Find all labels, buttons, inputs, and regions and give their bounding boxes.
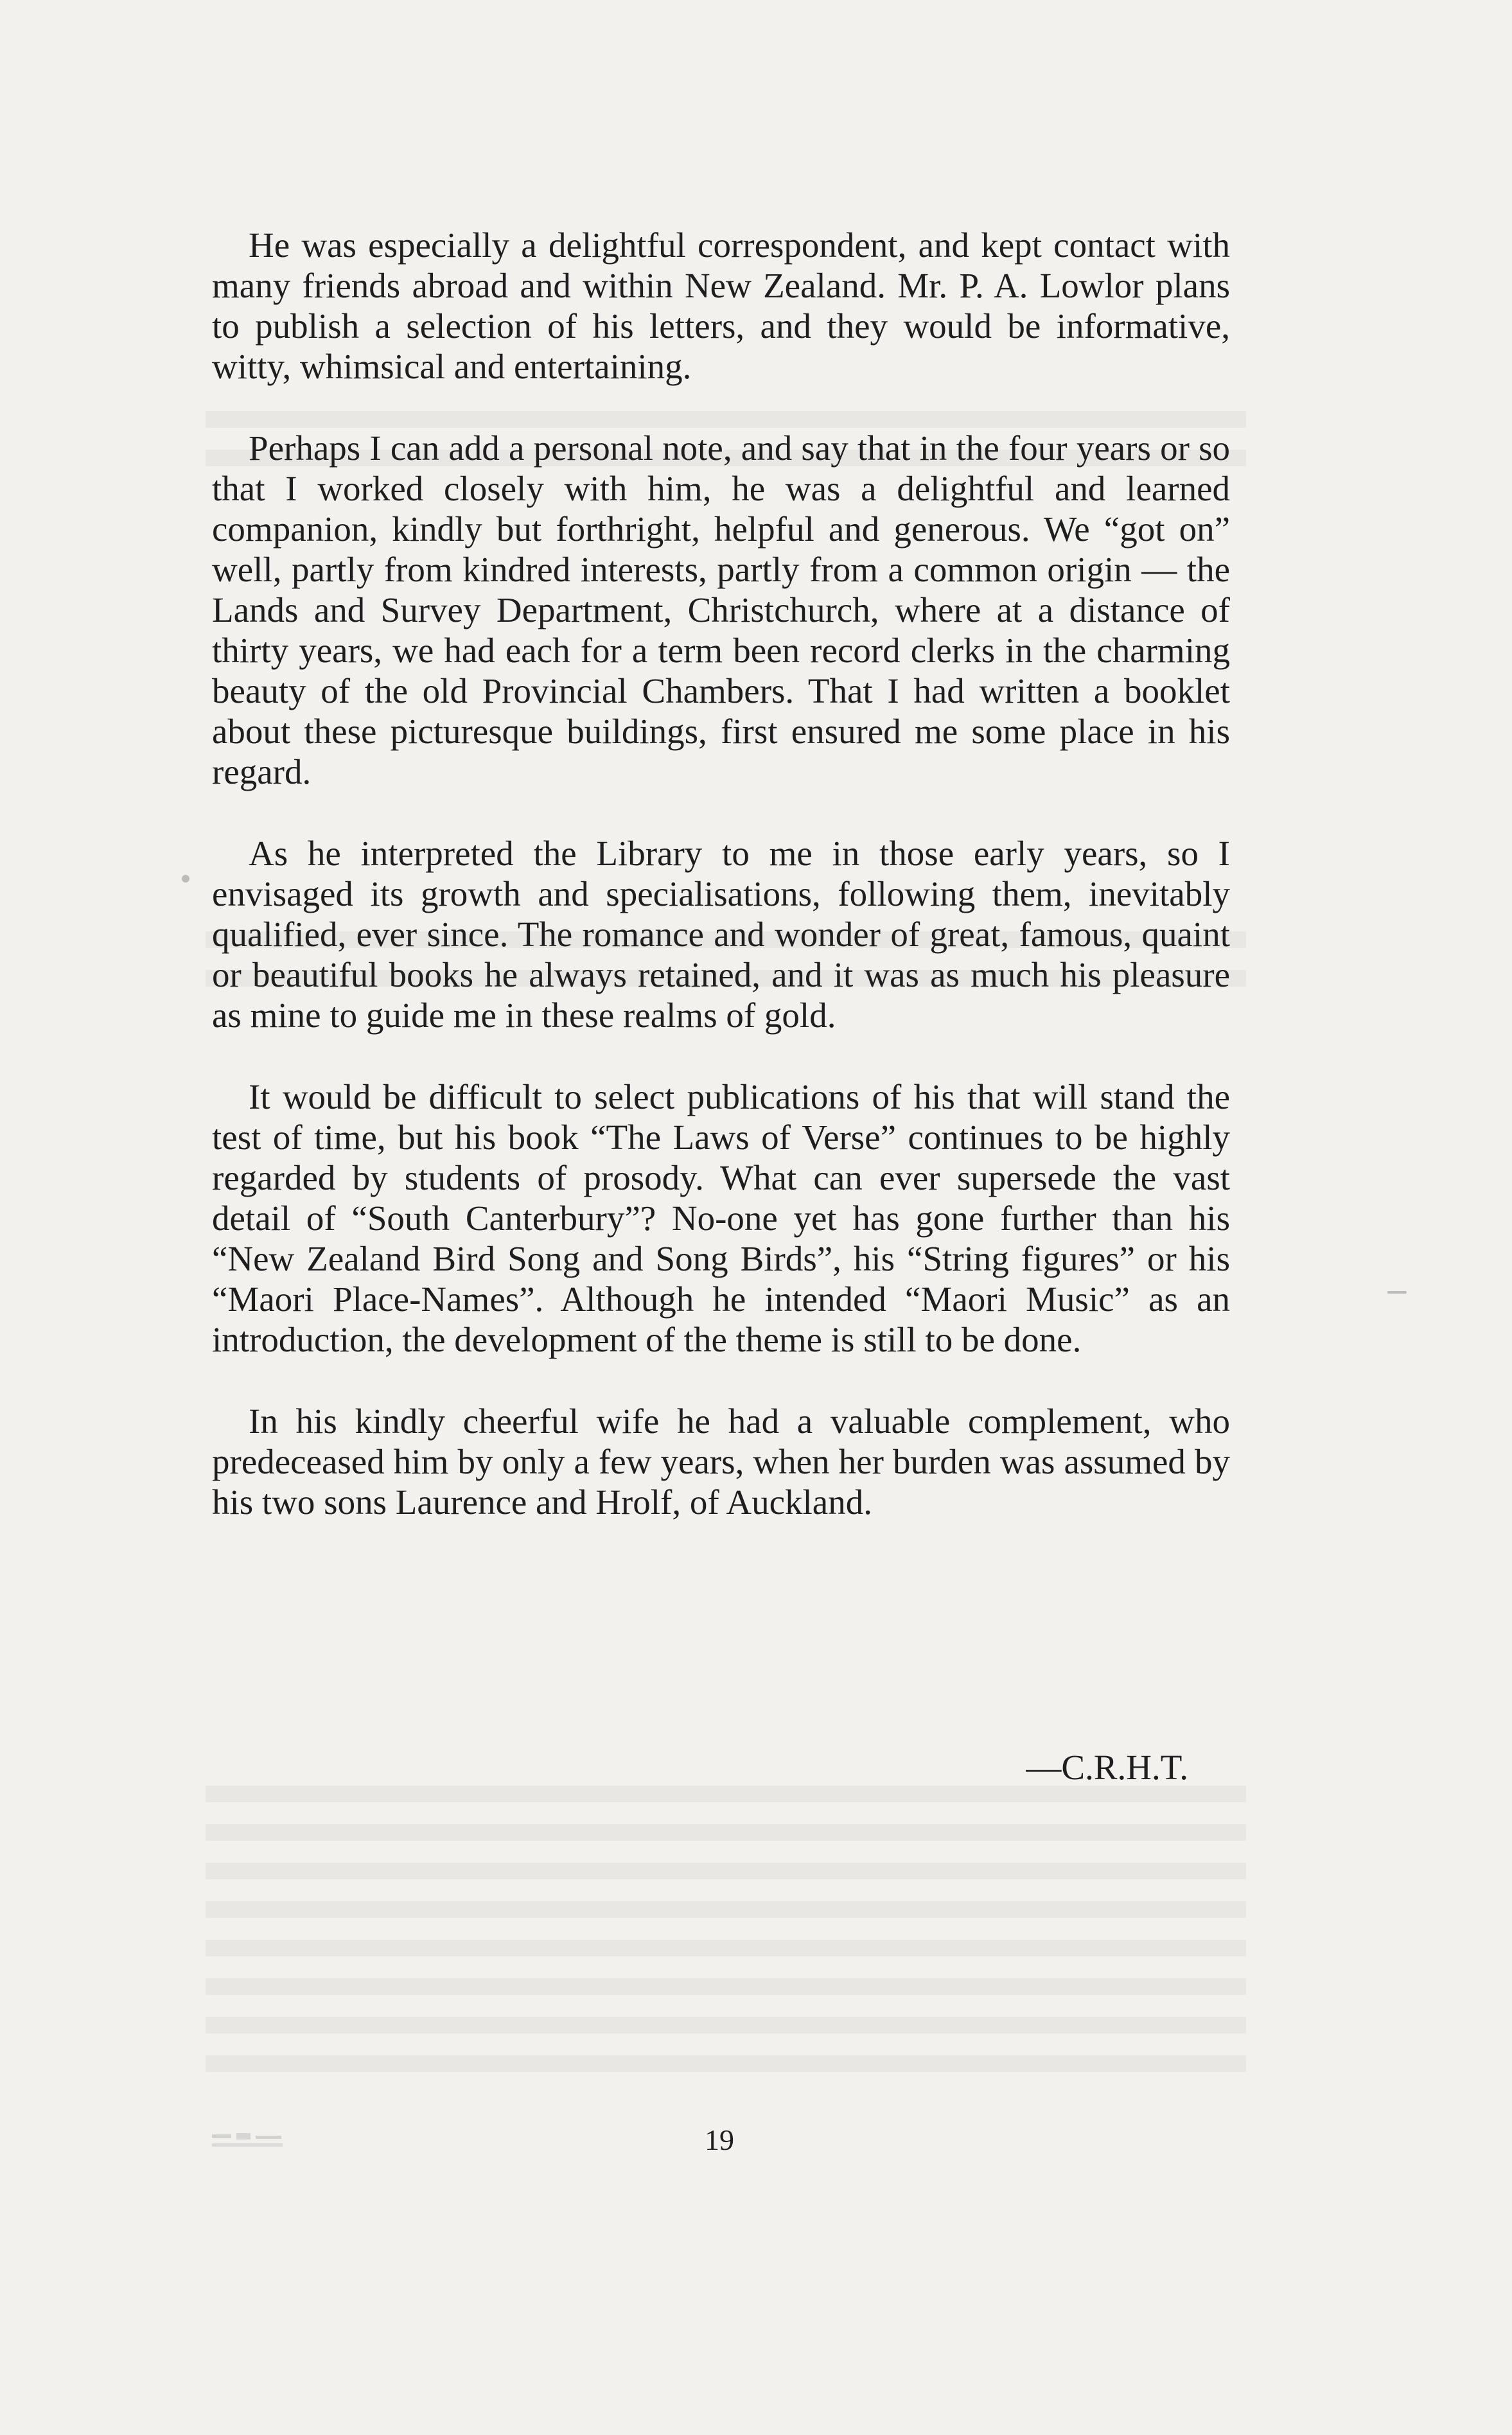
paragraph-personal-note: Perhaps I can add a personal note, and say that in the four years or so that I worked closely with him, he was a delightful and learned companion, kindly but forthright, helpful and generous. We “got on” well, partly from kindred interests, partly from a common origin — the Lands and Survey Department, Christchurch, where at a distance of thirty years, we had each for a term been record clerks in the charming beauty of the old Provincial Chambers. That I had written a booklet about these picturesque buildings, first ensured me some place in his regard. xyxy=(212,428,1230,791)
show-through-line xyxy=(206,2017,1246,2034)
show-through-line xyxy=(206,2055,1246,2072)
paragraph-correspondent: He was especially a delightful correspondent, and kept contact with many friends abroad and within New Zealand. Mr. P. A. Lowlor plans to publish a selection of his letters, and they would be informative, witty, whimsical and entertaining. xyxy=(212,225,1230,386)
page-number: 19 xyxy=(705,2123,734,2156)
paragraph-library: As he interpreted the Library to me in those early years, so I envisaged its growth and specialisations, following them, inevitably qualified, ever since. The romance and wonder of great, famous, quaint or beautiful books he always retained, and it was as much his pleasure as mine to guide me in these realms of gold. xyxy=(212,834,1230,1035)
body-text xyxy=(212,225,1230,1563)
paragraph-family: In his kindly cheerful wife he had a valuable complement, who predeceased him by only a few years, when her burden was assumed by his two sons Laurence and Hrolf, of Auckland. xyxy=(212,1402,1230,1522)
signature: —C.R.H.T. xyxy=(1026,1748,1188,1787)
show-through-line xyxy=(206,1901,1246,1918)
show-through-line xyxy=(206,1786,1246,1802)
show-through-line xyxy=(206,1824,1246,1841)
scan-smudge xyxy=(212,2129,308,2155)
scan-speck xyxy=(1387,1291,1407,1294)
show-through-line xyxy=(206,1978,1246,1995)
show-through-line xyxy=(206,1863,1246,1879)
show-through-line xyxy=(206,1940,1246,1956)
paragraph-publications: It would be difficult to select publications of his that will stand the test of time, but his book “The Laws of Verse” continues to be highly regarded by students of prosody. What can ever supersede the vast detail of “South Canterbury”? No-one yet has gone further than his “New Zealand Bird Song and Song Birds”, his “String figures” or his “Maori Place-Names”. Although he intended “Maori Music” as an introduction, the development of the theme is still to be done. xyxy=(212,1077,1230,1359)
scan-speck xyxy=(182,875,189,883)
